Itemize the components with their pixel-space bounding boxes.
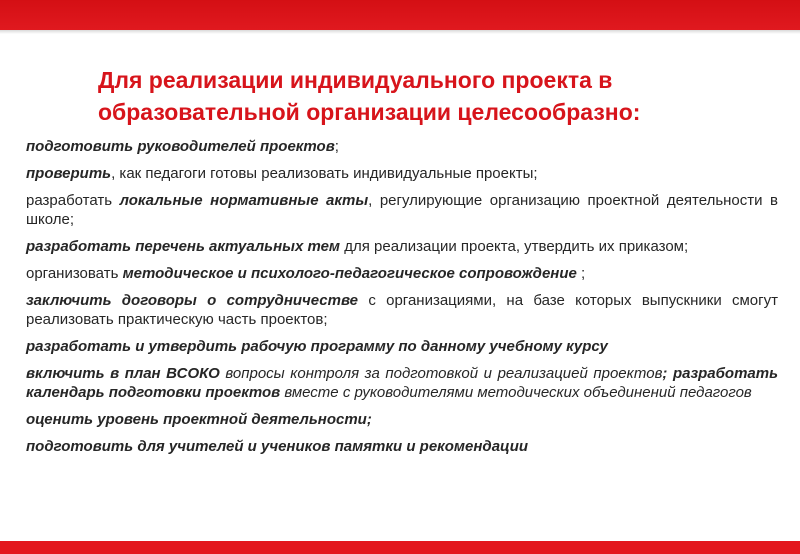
bullet-item <box>10 191 778 229</box>
bullet-emphasis: разработать перечень актуальных тем <box>26 238 341 255</box>
slide-title <box>98 64 788 128</box>
bullet-emphasis: разработать календарь подготовки проектов <box>26 365 779 401</box>
bullet-text: организовать <box>26 265 123 282</box>
bullet-text-italic: вместе с руководителями методических объединений педагогов <box>280 384 752 401</box>
bullet-item <box>10 264 778 283</box>
bullet-text: для реализации проекта, утвердить их приказом; <box>340 238 689 255</box>
bottom-accent-bar <box>0 541 800 554</box>
bullet-item <box>10 364 778 402</box>
bullet-item <box>10 164 778 183</box>
bullet-emphasis: заключить договоры о сотрудничестве <box>26 292 359 309</box>
top-bar-shadow <box>0 30 800 34</box>
title-line-1: Для реализации индивидуального проекта в <box>98 67 613 93</box>
bullet-text: разработать <box>26 192 120 209</box>
top-accent-bar <box>0 0 800 30</box>
bullet-emphasis: разработать и утвердить рабочую программу по данному учебному курсу <box>26 338 608 355</box>
bullet-text: ; <box>576 265 586 282</box>
bullet-emphasis: подготовить для учителей и учеников памятки и рекомендации <box>26 438 529 455</box>
bullet-text: с организациями, на базе которых выпускники смогут реализовать практическую часть проектов; <box>26 292 778 328</box>
bullet-text: , регулирующие организацию проектной деятельности в школе; <box>26 192 778 228</box>
bullet-emphasis: подготовить руководителей проектов <box>26 138 335 155</box>
title-line-2: образовательной организации целесообразно: <box>98 99 641 125</box>
bullet-emphasis: включить в план ВСОКО <box>26 365 220 382</box>
bullet-item <box>10 137 778 156</box>
bullet-item <box>10 237 778 256</box>
bullet-text: , как педагоги готовы реализовать индивидуальные проекты; <box>111 165 538 182</box>
bullet-item <box>10 437 778 456</box>
bullet-emphasis: локальные нормативные акты <box>119 192 369 209</box>
bullet-list <box>10 137 778 464</box>
bullet-emphasis: методическое и психолого-педагогическое сопровождение <box>122 265 577 282</box>
bullet-text-italic: вопросы контроля за подготовкой и реализацией проектов <box>219 365 663 382</box>
bullet-item <box>10 291 778 329</box>
bullet-item <box>10 337 778 356</box>
bullet-text: ; <box>334 138 339 155</box>
bullet-emphasis: оценить уровень проектной деятельности; <box>26 411 372 428</box>
bullet-emphasis: ; <box>662 365 673 382</box>
bullet-item <box>10 410 778 429</box>
bullet-emphasis: проверить <box>26 165 112 182</box>
